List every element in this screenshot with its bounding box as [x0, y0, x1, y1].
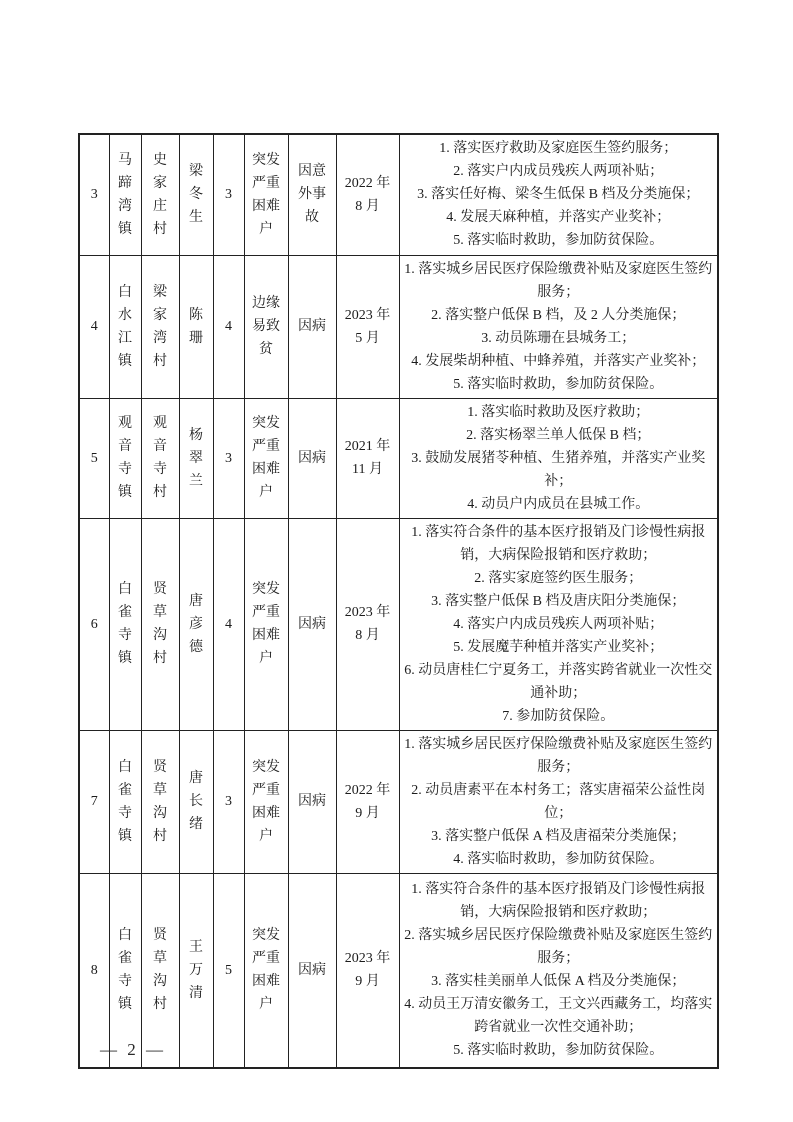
- measure-item: 6. 动员唐桂仁宁夏务工，并落实跨省就业一次性交通补助；: [404, 662, 713, 701]
- cause-cell: [288, 730, 336, 873]
- measure-item: 3. 鼓励发展猪苓种植、生猪养殖，并落实产业奖补；: [411, 450, 706, 489]
- village-cell-text: 贤草沟村: [153, 582, 167, 666]
- village-cell: [141, 255, 179, 398]
- date-cell-text: 2023 年 5 月: [344, 307, 391, 346]
- date-cell: [336, 518, 399, 730]
- measure-item: 4. 落实临时救助，参加防贫保险。: [453, 851, 664, 867]
- town-cell: [109, 873, 141, 1068]
- serial-cell: 3: [79, 134, 109, 255]
- date-cell: [336, 255, 399, 398]
- household-type-cell-text: 突发严重困难户: [252, 928, 280, 1013]
- village-cell-text: 史家庄村: [153, 152, 167, 237]
- measure-item: 3. 落实整户低保 B 档及唐庆阳分类施保；: [431, 593, 686, 609]
- town-cell-text: 白雀寺镇: [118, 759, 132, 844]
- household-type-cell: [244, 730, 288, 873]
- cause-cell-text: 因病: [298, 962, 326, 978]
- measure-item: 5. 落实临时救助，参加防贫保险。: [453, 1043, 664, 1059]
- person-name-cell-text: 梁冬生: [189, 164, 203, 226]
- person-name-cell: [179, 730, 213, 873]
- date-cell: [336, 873, 399, 1068]
- person-name-cell-text: 唐长绪: [189, 771, 203, 832]
- household-count-cell: 3: [213, 730, 244, 873]
- date-cell-text: 2022 年 9 月: [344, 782, 391, 821]
- person-name-cell-text: 杨翠兰: [189, 427, 203, 489]
- town-cell: [109, 134, 141, 255]
- table-row: [79, 398, 718, 518]
- person-name-cell-text: 王万清: [189, 939, 203, 1001]
- village-cell-text: 梁家湾村: [153, 284, 167, 369]
- cause-cell: [288, 255, 336, 398]
- measure-item: 3. 落实整户低保 A 档及唐福荣分类施保；: [431, 828, 686, 844]
- town-cell-text: 白水江镇: [118, 284, 132, 369]
- village-cell: [141, 873, 179, 1068]
- measure-item: 2. 落实杨翠兰单人低保 B 档；: [466, 427, 651, 443]
- serial-cell: 7: [79, 730, 109, 873]
- cause-cell-text: 因病: [298, 319, 326, 334]
- serial-cell: 6: [79, 518, 109, 730]
- serial-cell: 5: [79, 398, 109, 518]
- household-type-cell: [244, 255, 288, 398]
- measure-item: 2. 落实家庭签约医生服务；: [474, 570, 643, 586]
- cause-cell-text: 因病: [298, 616, 326, 632]
- person-name-cell-text: 陈珊: [189, 307, 203, 346]
- town-cell: [109, 255, 141, 398]
- table-row: [79, 730, 718, 873]
- village-cell-text: 观音寺村: [153, 416, 167, 500]
- person-name-cell: [179, 255, 213, 398]
- village-cell: [141, 518, 179, 730]
- assistance-table: [78, 133, 719, 1069]
- measure-item: 5. 发展魔芋种植并落实产业奖补；: [453, 639, 664, 655]
- date-cell-text: 2021 年 11 月: [344, 439, 391, 477]
- table-row: [79, 518, 718, 730]
- measure-item: 2. 落实户内成员残疾人两项补贴；: [453, 164, 664, 180]
- village-cell: [141, 398, 179, 518]
- table-row: [79, 873, 718, 1068]
- measure-item: 1. 落实符合条件的基本医疗报销及门诊慢性病报销，大病保险报销和医疗救助；: [411, 524, 706, 563]
- person-name-cell: [179, 398, 213, 518]
- village-cell-text: 贤草沟村: [153, 928, 167, 1013]
- measure-item: 2. 动员唐素平在本村务工；落实唐福荣公益性岗位；: [411, 782, 706, 821]
- person-name-cell: [179, 134, 213, 255]
- village-cell-text: 贤草沟村: [153, 759, 167, 844]
- household-type-cell-text: 边缘易致贫: [252, 296, 280, 357]
- cause-cell: [288, 398, 336, 518]
- date-cell: [336, 134, 399, 255]
- cause-cell: [288, 518, 336, 730]
- measures-cell: [399, 873, 718, 1068]
- measure-item: 1. 落实医疗救助及家庭医生签约服务；: [439, 141, 678, 157]
- household-type-cell: [244, 398, 288, 518]
- cause-cell-text: 因病: [298, 794, 326, 809]
- person-name-cell: [179, 873, 213, 1068]
- town-cell: [109, 518, 141, 730]
- household-count-cell: 3: [213, 134, 244, 255]
- measures-cell: [399, 730, 718, 873]
- date-cell-text: 2023 年 8 月: [344, 605, 391, 643]
- table-row: [79, 134, 718, 255]
- household-type-cell: [244, 873, 288, 1068]
- measures-cell: [399, 518, 718, 730]
- town-cell-text: 观音寺镇: [118, 416, 132, 500]
- measures-cell: [399, 398, 718, 518]
- measure-item: 1. 落实城乡居民医疗保险缴费补贴及家庭医生签约服务；: [404, 261, 713, 300]
- measure-item: 1. 落实符合条件的基本医疗报销及门诊慢性病报销，大病保险报销和医疗救助；: [411, 882, 706, 921]
- household-count-cell: 4: [213, 255, 244, 398]
- town-cell-text: 白雀寺镇: [118, 928, 132, 1013]
- household-count-cell: 4: [213, 518, 244, 730]
- date-cell: [336, 730, 399, 873]
- measure-item: 3. 落实任好梅、梁冬生低保 B 档及分类施保；: [417, 187, 700, 203]
- measure-item: 7. 参加防贫保险。: [502, 708, 615, 724]
- measure-item: 4. 发展天麻种植，并落实产业奖补；: [446, 210, 671, 226]
- household-count-cell: 3: [213, 398, 244, 518]
- serial-cell: 4: [79, 255, 109, 398]
- measure-item: 1. 落实临时救助及医疗救助；: [467, 404, 650, 420]
- cause-cell: [288, 134, 336, 255]
- measure-item: 2. 落实城乡居民医疗保险缴费补贴及家庭医生签约服务；: [404, 928, 713, 967]
- date-cell-text: 2022 年 8 月: [344, 175, 391, 214]
- table-row: [79, 255, 718, 398]
- household-type-cell: [244, 518, 288, 730]
- measure-item: 5. 落实临时救助，参加防贫保险。: [453, 376, 664, 392]
- cause-cell: [288, 873, 336, 1068]
- household-type-cell-text: 突发严重困难户: [252, 152, 280, 237]
- measure-item: 5. 落实临时救助，参加防贫保险。: [453, 233, 664, 249]
- household-type-cell: [244, 134, 288, 255]
- cause-cell-text: 因意外事故: [298, 164, 326, 226]
- measure-item: 4. 动员王万清安徽务工，王文兴西藏务工，均落实跨省就业一次性交通补助；: [404, 997, 713, 1036]
- measures-cell: [399, 134, 718, 255]
- town-cell: [109, 398, 141, 518]
- measure-item: 4. 落实户内成员残疾人两项补贴；: [453, 616, 664, 632]
- date-cell: [336, 398, 399, 518]
- town-cell: [109, 730, 141, 873]
- measure-item: 1. 落实城乡居民医疗保险缴费补贴及家庭医生签约服务；: [404, 736, 713, 775]
- measure-item: 2. 落实整户低保 B 档，及 2 人分类施保；: [431, 307, 686, 323]
- household-type-cell-text: 突发严重困难户: [252, 759, 280, 844]
- household-type-cell-text: 突发严重困难户: [252, 582, 280, 666]
- serial-cell: 8: [79, 873, 109, 1068]
- village-cell: [141, 134, 179, 255]
- household-type-cell-text: 突发严重困难户: [252, 416, 280, 500]
- measure-item: 3. 动员陈珊在县城务工；: [481, 330, 636, 346]
- household-count-cell: 5: [213, 873, 244, 1068]
- measure-item: 4. 发展柴胡种植、中蜂养殖，并落实产业奖补；: [411, 353, 706, 369]
- town-cell-text: 白雀寺镇: [118, 582, 132, 666]
- person-name-cell: [179, 518, 213, 730]
- cause-cell-text: 因病: [298, 450, 326, 466]
- village-cell: [141, 730, 179, 873]
- measure-item: 4. 动员户内成员在县城工作。: [467, 496, 650, 512]
- page-number: — 2 —: [100, 1040, 166, 1059]
- person-name-cell-text: 唐彦德: [189, 593, 203, 655]
- town-cell-text: 马蹄湾镇: [118, 152, 132, 237]
- table-body: [79, 134, 718, 1068]
- measure-item: 3. 落实桂美丽单人低保 A 档及分类施保；: [431, 974, 686, 990]
- date-cell-text: 2023 年 9 月: [344, 951, 391, 990]
- measures-cell: [399, 255, 718, 398]
